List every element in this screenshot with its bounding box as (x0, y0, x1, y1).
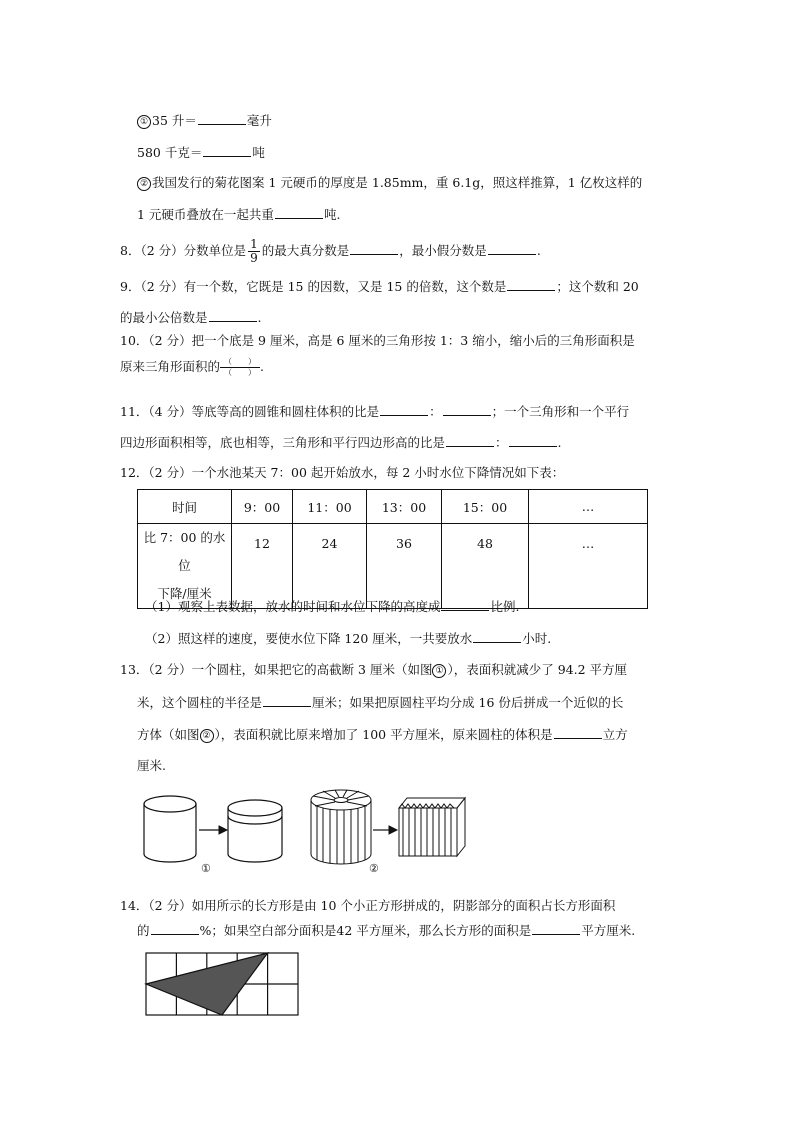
question-10-line2: 原来三角形面积的 $\frac{( )}{( )}$ . (120, 357, 264, 377)
answer-blank[interactable] (263, 694, 311, 707)
q7-line4: 1 元硬币叠放在一起共重 吨. (137, 207, 341, 222)
question-13-line2: 米，这个圆柱的半径是 厘米；如果把原圆柱平均分成 16 份后拼成一个近似的长 (137, 695, 624, 710)
answer-blank[interactable] (350, 242, 398, 255)
question-13-line4: 厘米. (137, 758, 166, 773)
q7-line1: ① 35 升＝ 毫升 (137, 112, 272, 129)
table-cell: 48 (442, 524, 529, 609)
figure-label-2: ② (369, 862, 379, 875)
cylinder-figure (137, 786, 473, 878)
answer-blank[interactable] (509, 434, 557, 447)
question-9-line1: 9．（2 分）有一个数，它既是 15 的因数，又是 15 的倍数，这个数是 ；这个数和 20 (120, 279, 639, 294)
circle-marker-2: ② (137, 177, 151, 191)
cut-cylinder (228, 800, 282, 862)
table-header-row (138, 490, 648, 524)
table-row (138, 524, 648, 609)
answer-blank[interactable] (380, 403, 428, 416)
answer-blank[interactable] (441, 598, 489, 611)
answer-blank[interactable] (275, 206, 323, 219)
q7-line2: 580 千克＝ 吨 (137, 145, 265, 160)
sliced-cylinder (311, 790, 371, 864)
arrow-icon (373, 826, 397, 834)
circle-marker-1: ① (137, 115, 151, 129)
arrow-icon (199, 826, 227, 834)
question-12-intro: 12．（2 分）一个水池某天 7：00 起开始放水，每 2 小时水位下降情况如下表： (120, 465, 565, 480)
answer-blank[interactable] (209, 309, 257, 322)
table-cell: 12 (232, 524, 293, 609)
answer-blank[interactable] (151, 922, 199, 935)
question-12-sub1: （1）观察上表数据，放水的时间和水位下降的高度成 比例. (145, 599, 520, 614)
answer-blank[interactable] (488, 242, 536, 255)
tall-cylinder (144, 796, 196, 862)
answer-blank[interactable] (198, 112, 246, 125)
grid-rectangle-figure (144, 951, 302, 1019)
question-9-line2: 的最小公倍数是 . (120, 310, 262, 325)
question-8: 8．（2 分）分数单位是 $\frac{1}{9}$ 的最大真分数是 ，最小假分数是 . (120, 237, 541, 265)
fraction-one-ninth: $\frac{1}{9}$ (250, 237, 258, 265)
circle-marker-1: ① (432, 664, 446, 678)
question-10-line1: 10．（2 分）把一个底是 9 厘米，高是 6 厘米的三角形按 1：3 缩小，缩小后的三角形面积是 (120, 333, 635, 348)
table-cell: 24 (293, 524, 367, 609)
table-row-label: 比 7：00 的水位 下降/厘米 (138, 524, 232, 609)
approx-cuboid (399, 798, 465, 856)
blank-fraction[interactable]: $\frac{( )}{( )}$ (220, 357, 260, 378)
water-level-table (137, 489, 648, 609)
question-13-line1: 13．（2 分）一个圆柱，如果把它的高截断 3 厘米（如图 ① ），表面积就减少了 94.2 平方厘 (120, 662, 628, 677)
question-14-line1: 14．（2 分）如用所示的长方形是由 10 个小正方形拼成的，阴影部分的面积占长方形面积 (120, 898, 616, 913)
circle-marker-2: ② (200, 729, 214, 743)
answer-blank[interactable] (473, 630, 521, 643)
answer-blank[interactable] (507, 278, 555, 291)
answer-blank[interactable] (554, 726, 602, 739)
table-header-cell: 13：00 (367, 490, 442, 524)
question-13-line3: 方体（如图 ② ），表面积就比原来增加了 100 平方厘米，原来圆柱的体积是 立方 (137, 727, 628, 742)
answer-blank[interactable] (203, 144, 251, 157)
table-header-cell: … (529, 490, 648, 524)
q7-line3: ② 我国发行的菊花图案 1 元硬币的厚度是 1.85mm，重 6.1g，照这样推算，1 亿枚这样的 (137, 175, 642, 191)
table-header-cell: 11：00 (293, 490, 367, 524)
table-header-cell: 时间 (138, 490, 232, 524)
answer-blank[interactable] (532, 922, 580, 935)
table-cell: 36 (367, 524, 442, 609)
figure-label-1: ① (201, 862, 211, 875)
table-header-cell: 9：00 (232, 490, 293, 524)
question-14-line2: 的 %；如果空白部分面积是42 平方厘米，那么长方形的面积是 平方厘米. (137, 923, 636, 938)
question-11-line2: 四边形面积相等，底也相等，三角形和平行四边形高的比是 ： . (120, 435, 562, 450)
question-12-sub2: （2）照这样的速度，要使水位下降 120 厘米，一共要放水 小时. (145, 631, 552, 646)
table-cell: … (529, 524, 648, 609)
answer-blank[interactable] (443, 403, 491, 416)
answer-blank[interactable] (446, 434, 494, 447)
question-11-line1: 11．（4 分）等底等高的圆锥和圆柱体积的比是 ： ；一个三角形和一个平行 (120, 404, 630, 419)
table-header-cell: 15：00 (442, 490, 529, 524)
